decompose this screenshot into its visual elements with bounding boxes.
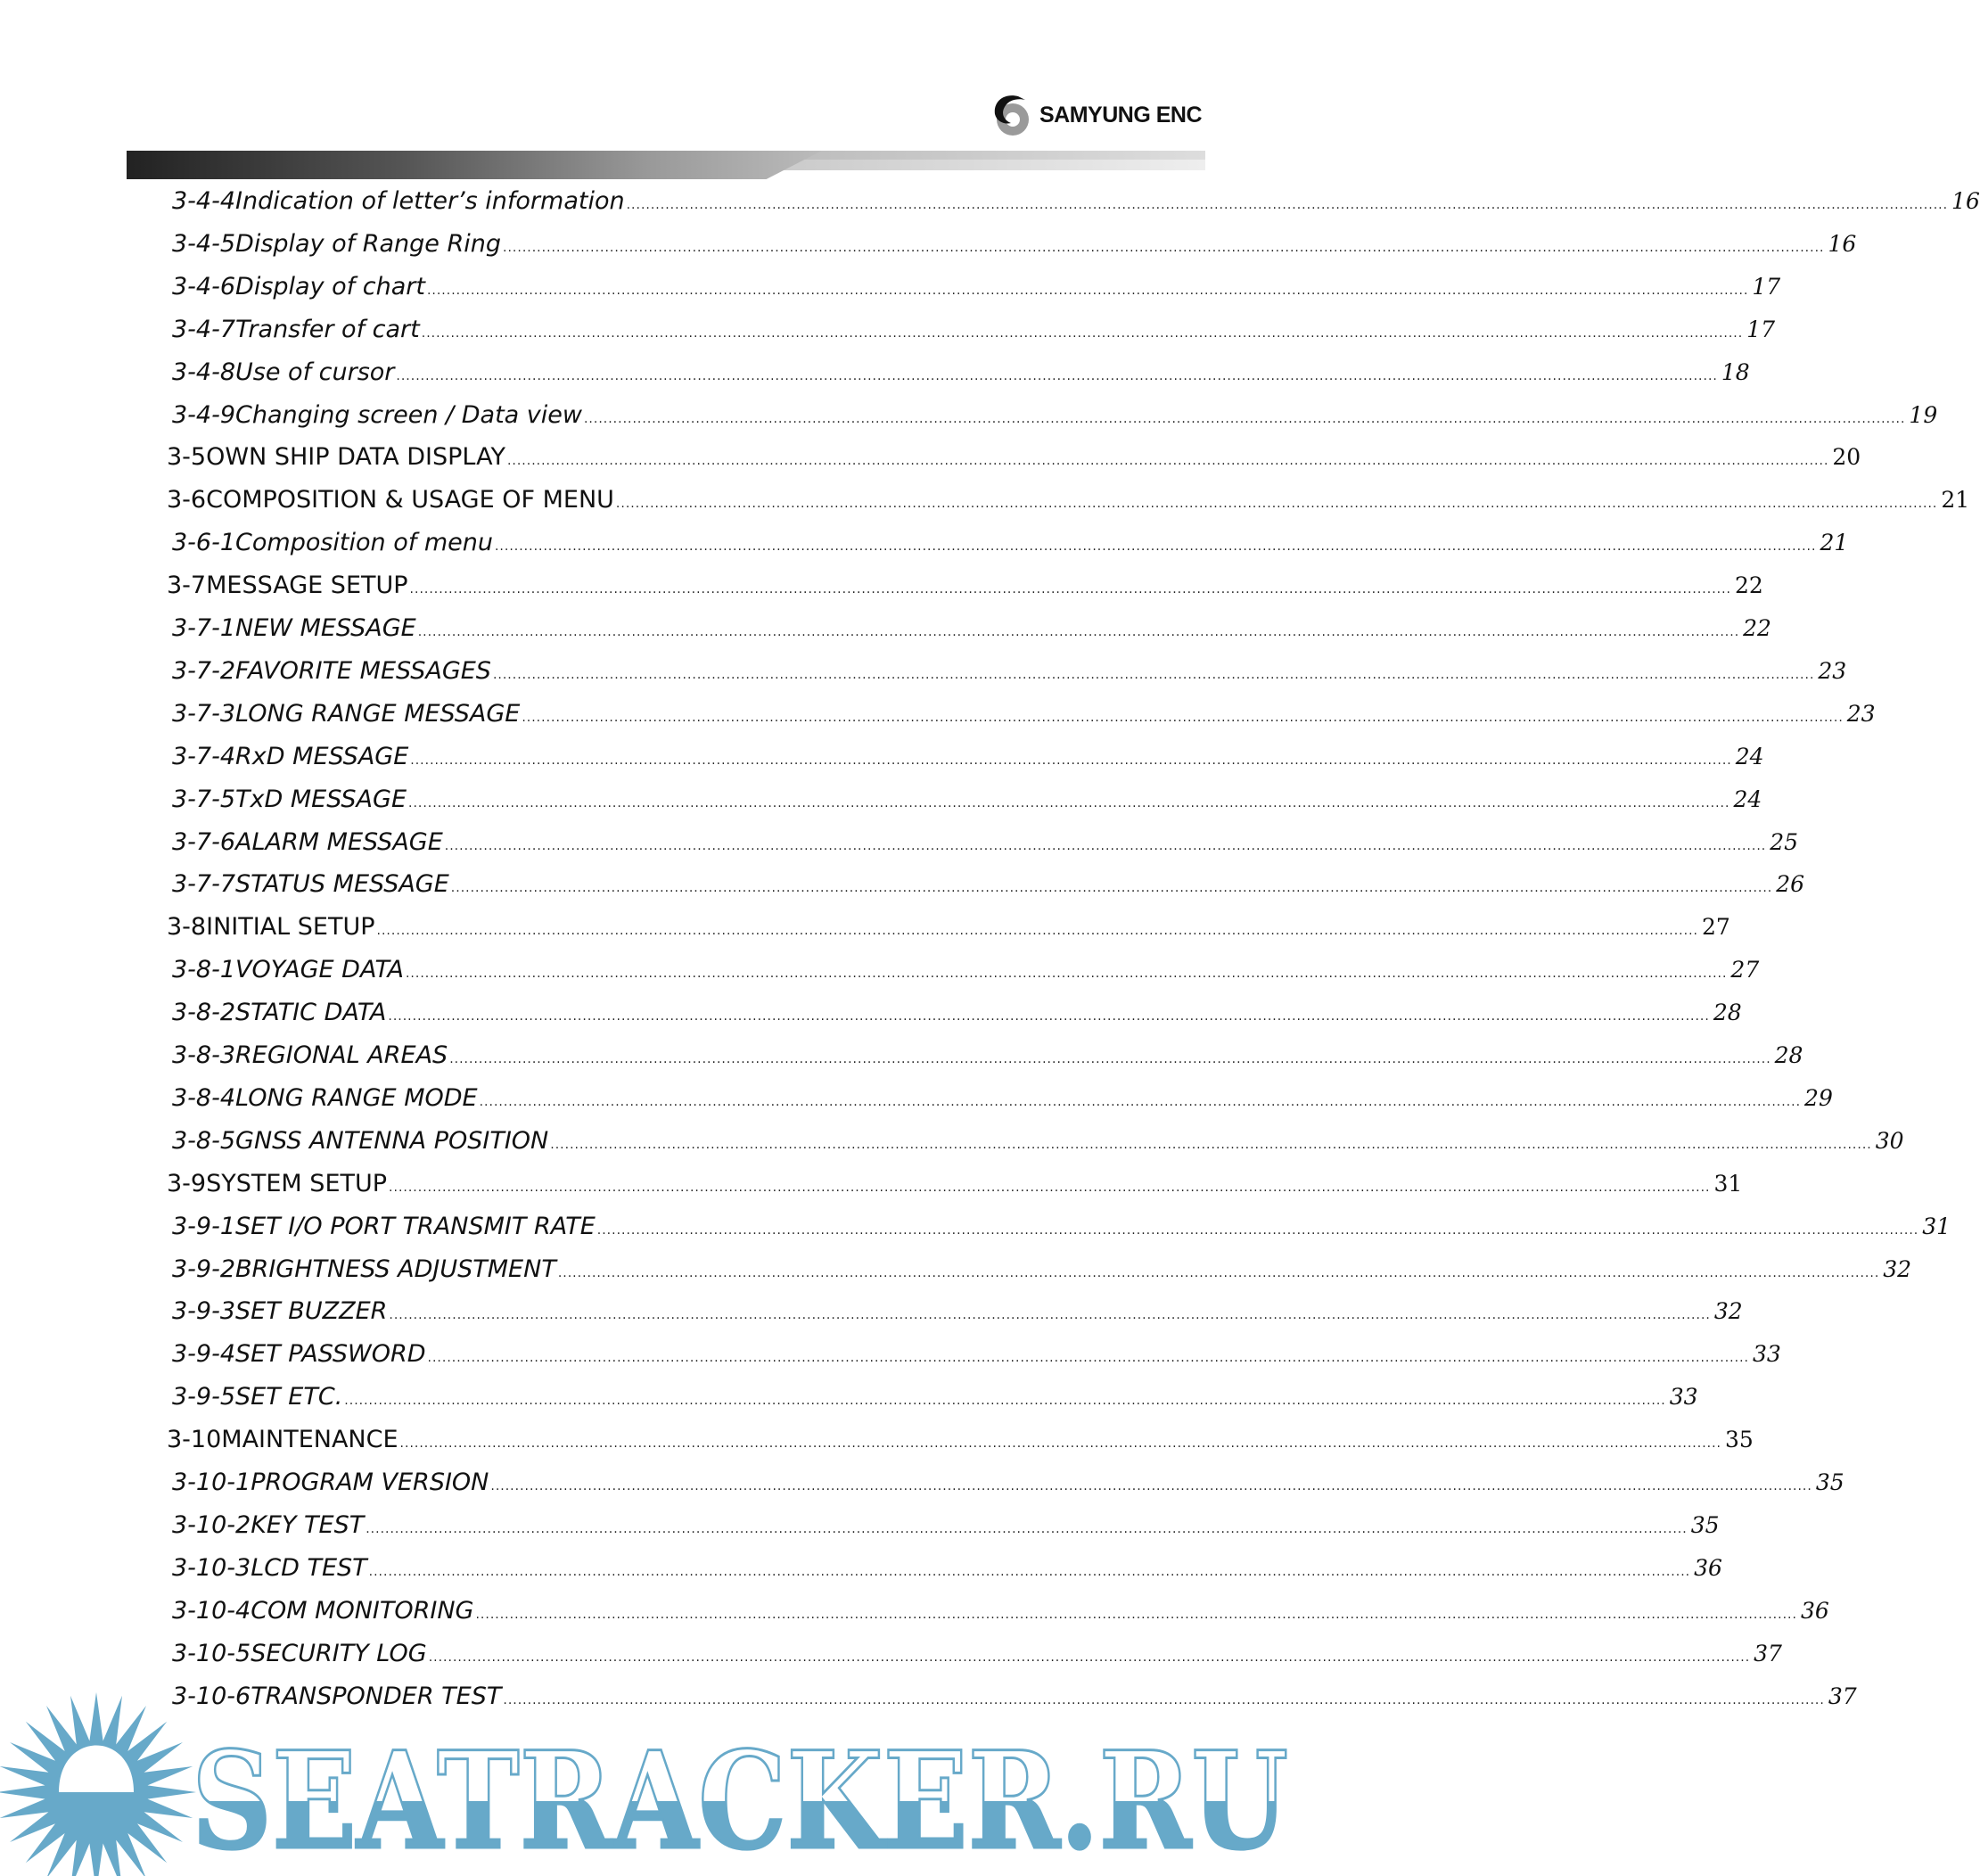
entry-title: MESSAGE SETUP bbox=[206, 572, 408, 600]
samyung-logo bbox=[991, 93, 1202, 137]
toc-entry[interactable] bbox=[172, 1254, 1912, 1286]
entry-number: 3-8-3 bbox=[172, 1041, 236, 1069]
entry-title: STATUS MESSAGE bbox=[235, 870, 449, 899]
entry-number: 3-8-2 bbox=[172, 999, 236, 1027]
toc-entry[interactable] bbox=[172, 1467, 1844, 1499]
toc-entry[interactable] bbox=[172, 1381, 1698, 1413]
entry-number: 3-7-3 bbox=[172, 699, 236, 728]
entry-number: 3-7-5 bbox=[172, 785, 236, 813]
entry-page: 32 bbox=[1883, 1255, 1912, 1282]
entry-number: 3-4-8 bbox=[172, 358, 236, 386]
toc-entry[interactable] bbox=[172, 1552, 1722, 1584]
entry-page: 37 bbox=[1754, 1640, 1782, 1666]
dot-leader bbox=[369, 1556, 1690, 1588]
entry-title: GNSS ANTENNA POSITION bbox=[235, 1126, 549, 1155]
entry-number: 3-6 bbox=[167, 486, 207, 514]
dot-leader bbox=[507, 445, 1828, 477]
dot-leader bbox=[495, 531, 1816, 563]
watermark-text: SEATRACKER.RU bbox=[192, 1723, 1288, 1876]
entry-title: INITIAL SETUP bbox=[206, 913, 375, 942]
dot-leader bbox=[490, 1470, 1812, 1502]
entry-number: 3-4-4 bbox=[172, 187, 236, 215]
entry-number: 3-10-5 bbox=[172, 1639, 251, 1667]
entry-title: MAINTENANCE bbox=[221, 1426, 398, 1454]
entry-title: VOYAGE DATA bbox=[235, 956, 404, 984]
entry-page: 24 bbox=[1733, 786, 1762, 812]
entry-page: 20 bbox=[1832, 444, 1861, 471]
entry-number: 3-4-6 bbox=[172, 272, 236, 300]
entry-title: Display of chart bbox=[235, 272, 425, 300]
entry-title: SET I/O PORT TRANSMIT RATE bbox=[235, 1212, 596, 1240]
entry-number: 3-8 bbox=[167, 913, 207, 942]
dot-leader bbox=[410, 573, 1731, 605]
entry-number: 3-9-1 bbox=[172, 1212, 236, 1240]
entry-title: KEY TEST bbox=[251, 1510, 365, 1539]
entry-number: 3-4-5 bbox=[172, 229, 236, 258]
dot-leader bbox=[503, 232, 1824, 264]
dot-leader bbox=[389, 1172, 1710, 1204]
sun-icon bbox=[0, 1692, 196, 1876]
entry-page: 31 bbox=[1922, 1213, 1951, 1239]
entry-title: SET PASSWORD bbox=[235, 1340, 426, 1369]
entry-number: 3-7-2 bbox=[172, 656, 236, 685]
toc-entry[interactable] bbox=[172, 827, 1799, 859]
logo-text: SAMYUNG ENC bbox=[1039, 102, 1203, 128]
toc-entry[interactable] bbox=[172, 314, 1776, 346]
toc-entry[interactable] bbox=[172, 741, 1764, 773]
entry-page: 21 bbox=[1820, 530, 1849, 556]
toc-entry[interactable] bbox=[172, 784, 1762, 816]
entry-title: TRANSPONDER TEST bbox=[251, 1682, 502, 1710]
toc-entry[interactable] bbox=[167, 1168, 1743, 1200]
toc-entry[interactable] bbox=[172, 527, 1849, 559]
dot-leader bbox=[344, 1385, 1665, 1417]
toc-entry[interactable] bbox=[172, 1125, 1904, 1157]
toc-entry[interactable] bbox=[167, 441, 1861, 473]
entry-page: 22 bbox=[1743, 615, 1771, 641]
dot-leader bbox=[422, 317, 1743, 350]
toc-entry[interactable] bbox=[172, 1296, 1743, 1328]
entry-number: 3-9-2 bbox=[172, 1255, 236, 1283]
dot-leader bbox=[377, 915, 1698, 947]
entry-number: 3-7-4 bbox=[172, 742, 236, 770]
entry-number: 3-7-6 bbox=[172, 827, 236, 856]
entry-page: 17 bbox=[1752, 273, 1781, 300]
entry-number: 3-9-5 bbox=[172, 1383, 236, 1411]
dot-leader bbox=[418, 616, 1739, 648]
dot-leader bbox=[480, 1086, 1801, 1118]
entry-number: 3-4-9 bbox=[172, 400, 236, 429]
entry-title: SECURITY LOG bbox=[251, 1639, 427, 1667]
toc-entry[interactable] bbox=[172, 655, 1847, 687]
entry-title: Changing screen / Data view bbox=[235, 400, 582, 429]
entry-title: TxD MESSAGE bbox=[235, 785, 407, 813]
dot-leader bbox=[445, 830, 1766, 862]
dot-leader bbox=[396, 360, 1717, 392]
entry-number: 3-5 bbox=[167, 443, 207, 472]
dot-leader bbox=[449, 1043, 1770, 1075]
toc-entry[interactable] bbox=[172, 357, 1750, 389]
dot-leader bbox=[366, 1513, 1687, 1545]
entry-page: 23 bbox=[1846, 700, 1876, 727]
entry-number: 3-9 bbox=[167, 1169, 207, 1197]
dot-leader bbox=[522, 702, 1843, 734]
dot-leader bbox=[410, 745, 1731, 777]
entry-title: LONG RANGE MODE bbox=[235, 1083, 478, 1112]
entry-number: 3-9-4 bbox=[172, 1340, 236, 1369]
entry-page: 37 bbox=[1828, 1683, 1857, 1709]
dot-leader bbox=[400, 1428, 1721, 1460]
entry-page: 22 bbox=[1735, 572, 1763, 599]
entry-title: RxD MESSAGE bbox=[235, 742, 409, 770]
entry-number: 3-10 bbox=[167, 1426, 222, 1454]
dot-leader bbox=[584, 403, 1905, 435]
entry-title: NEW MESSAGE bbox=[235, 614, 416, 642]
toc-entry[interactable] bbox=[167, 570, 1763, 602]
entry-page: 33 bbox=[1752, 1341, 1781, 1368]
entry-title: SET BUZZER bbox=[235, 1297, 388, 1326]
entry-number: 3-8-1 bbox=[172, 956, 236, 984]
entry-number: 3-7 bbox=[167, 572, 207, 600]
entry-page: 30 bbox=[1875, 1127, 1904, 1154]
entry-page: 33 bbox=[1669, 1384, 1698, 1411]
samyung-s-icon bbox=[991, 93, 1032, 137]
entry-page: 21 bbox=[1941, 487, 1970, 514]
entry-title: SYSTEM SETUP bbox=[206, 1169, 388, 1197]
toc-entry[interactable] bbox=[172, 698, 1876, 730]
entry-page: 36 bbox=[1694, 1554, 1722, 1581]
entry-page: 26 bbox=[1776, 871, 1805, 898]
dot-leader bbox=[493, 659, 1814, 691]
entry-page: 16 bbox=[1951, 188, 1980, 214]
entry-page: 32 bbox=[1713, 1298, 1743, 1325]
entry-title: REGIONAL AREAS bbox=[235, 1041, 448, 1069]
entry-page: 29 bbox=[1804, 1084, 1833, 1111]
entry-title: STATIC DATA bbox=[235, 999, 387, 1027]
toc-entry[interactable] bbox=[172, 228, 1857, 260]
entry-number: 3-6-1 bbox=[172, 529, 236, 557]
entry-title: COMPOSITION & USAGE OF MENU bbox=[206, 486, 614, 514]
entry-number: 3-10-3 bbox=[172, 1553, 251, 1582]
entry-title: OWN SHIP DATA DISPLAY bbox=[206, 443, 505, 472]
entry-title: FAVORITE MESSAGES bbox=[235, 656, 491, 685]
entry-page: 27 bbox=[1701, 914, 1730, 941]
entry-page: 35 bbox=[1815, 1469, 1844, 1495]
dot-leader bbox=[389, 1299, 1710, 1331]
toc-entry[interactable] bbox=[172, 1595, 1829, 1627]
entry-title: LCD TEST bbox=[251, 1553, 367, 1582]
entry-number: 3-4-7 bbox=[172, 315, 236, 343]
toc-entry[interactable] bbox=[172, 185, 1980, 218]
entry-title: ALARM MESSAGE bbox=[235, 827, 443, 856]
dot-leader bbox=[388, 1000, 1709, 1033]
entry-number: 3-8-5 bbox=[172, 1126, 236, 1155]
entry-number: 3-10-4 bbox=[172, 1596, 251, 1625]
dot-leader bbox=[427, 275, 1748, 307]
dot-leader bbox=[475, 1599, 1796, 1631]
dot-leader bbox=[616, 488, 1937, 520]
toc-entry[interactable] bbox=[172, 1040, 1803, 1072]
entry-number: 3-7-7 bbox=[172, 870, 236, 899]
entry-title: BRIGHTNESS ADJUSTMENT bbox=[235, 1255, 556, 1283]
toc-entry[interactable] bbox=[167, 911, 1730, 943]
dot-leader bbox=[597, 1214, 1918, 1247]
entry-page: 28 bbox=[1713, 1000, 1742, 1026]
entry-title: Composition of menu bbox=[235, 529, 493, 557]
dot-leader bbox=[451, 872, 1772, 904]
entry-page: 31 bbox=[1713, 1170, 1743, 1197]
entry-page: 18 bbox=[1721, 358, 1750, 385]
entry-number: 3-9-3 bbox=[172, 1297, 236, 1326]
entry-title: Use of cursor bbox=[235, 358, 395, 386]
entry-page: 28 bbox=[1774, 1042, 1803, 1068]
toc-entry[interactable] bbox=[172, 1082, 1833, 1115]
dot-leader bbox=[408, 787, 1729, 819]
entry-page: 25 bbox=[1770, 828, 1799, 855]
toc-entry[interactable] bbox=[172, 868, 1805, 901]
entry-number: 3-7-1 bbox=[172, 614, 236, 642]
dot-leader bbox=[550, 1129, 1871, 1161]
dot-leader bbox=[429, 1642, 1750, 1674]
entry-page: 24 bbox=[1735, 743, 1764, 769]
entry-page: 16 bbox=[1828, 230, 1857, 257]
entry-number: 3-8-4 bbox=[172, 1083, 236, 1112]
toc-entry[interactable] bbox=[167, 1424, 1754, 1456]
dot-leader bbox=[428, 1342, 1749, 1374]
entry-title: PROGRAM VERSION bbox=[251, 1469, 489, 1496]
entry-title: SET ETC. bbox=[235, 1383, 343, 1411]
entry-number: 3-10-1 bbox=[172, 1469, 251, 1496]
entry-page: 17 bbox=[1746, 316, 1776, 342]
toc-entry[interactable] bbox=[172, 1338, 1781, 1370]
entry-page: 35 bbox=[1725, 1427, 1754, 1453]
entry-number: 3-10-2 bbox=[172, 1510, 251, 1539]
entry-title: LONG RANGE MESSAGE bbox=[235, 699, 521, 728]
toc-entry[interactable] bbox=[172, 1638, 1782, 1670]
toc-entry[interactable] bbox=[172, 954, 1760, 986]
dot-leader bbox=[558, 1257, 1879, 1289]
entry-title: COM MONITORING bbox=[251, 1596, 474, 1625]
toc-entry[interactable] bbox=[167, 484, 1970, 516]
toc-entry[interactable] bbox=[172, 997, 1742, 1029]
toc-entry[interactable] bbox=[172, 1211, 1951, 1243]
toc-entry[interactable] bbox=[172, 271, 1781, 303]
toc-entry[interactable] bbox=[172, 613, 1771, 645]
dot-leader bbox=[627, 189, 1948, 221]
entry-title: Indication of letter’s information bbox=[235, 187, 625, 215]
toc-entry[interactable] bbox=[172, 399, 1938, 432]
header-bar bbox=[127, 151, 1205, 179]
entry-page: 23 bbox=[1818, 657, 1847, 684]
entry-page: 27 bbox=[1730, 957, 1760, 983]
entry-number: 3-10-6 bbox=[172, 1682, 251, 1710]
entry-title: Transfer of cart bbox=[235, 315, 420, 343]
dot-leader bbox=[406, 958, 1727, 990]
entry-page: 36 bbox=[1800, 1597, 1829, 1624]
seatracker-watermark bbox=[0, 1694, 1326, 1876]
entry-page: 35 bbox=[1690, 1511, 1720, 1538]
toc-entry[interactable] bbox=[172, 1510, 1720, 1542]
entry-page: 19 bbox=[1909, 401, 1938, 428]
entry-title: Display of Range Ring bbox=[235, 229, 502, 258]
